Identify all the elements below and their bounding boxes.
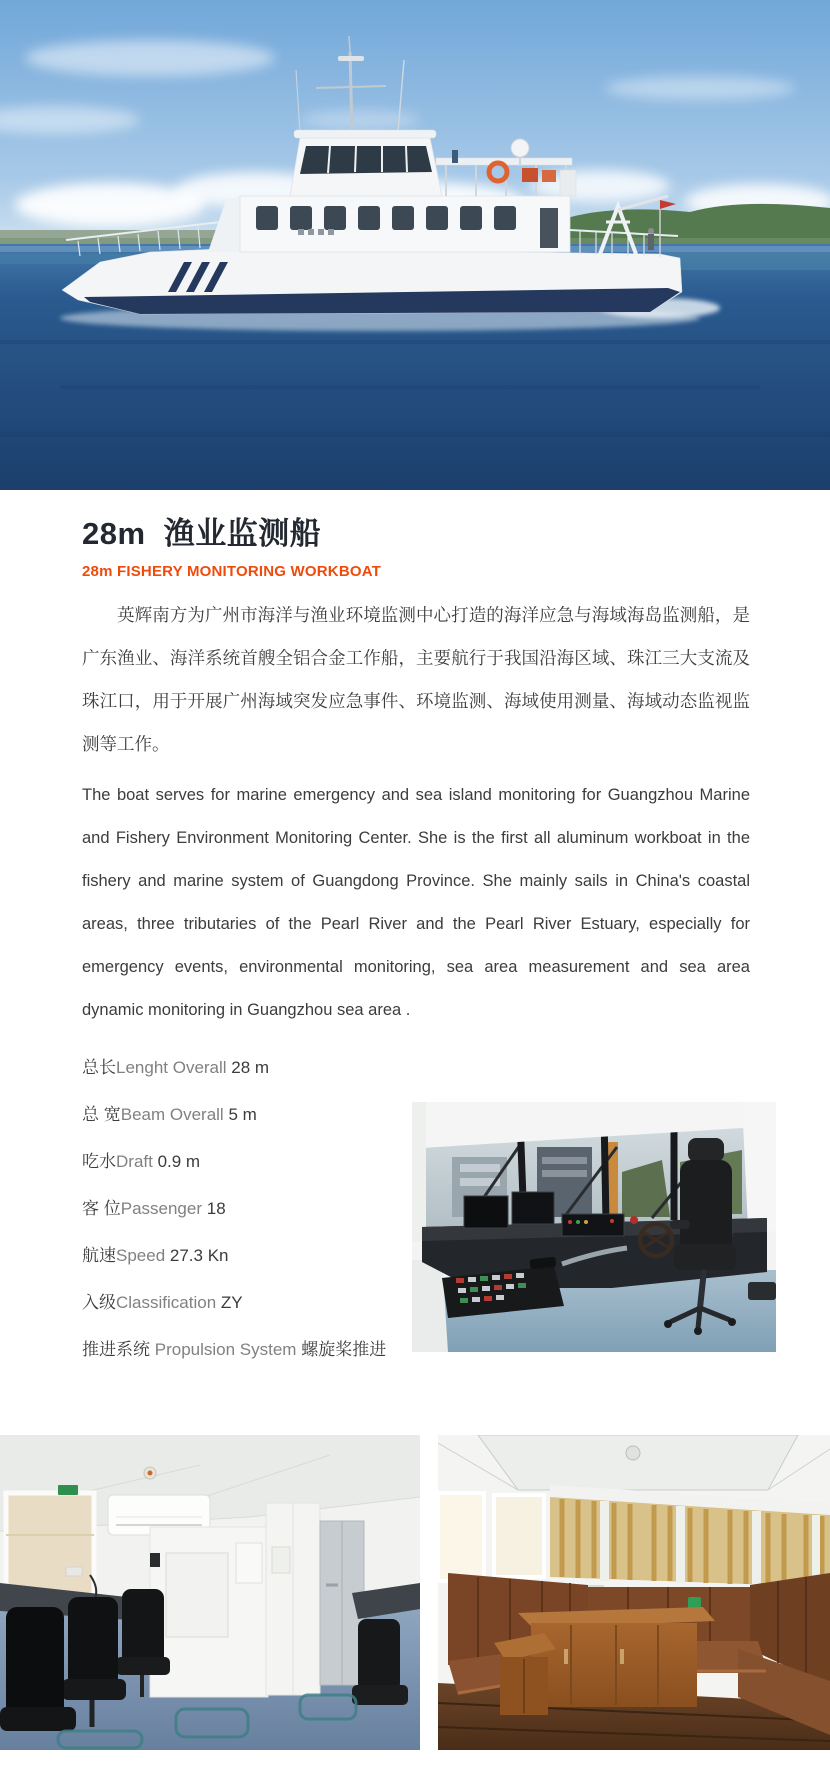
spec-label-en: Draft <box>116 1152 153 1171</box>
spec-list <box>82 1044 412 1373</box>
spec-row-propulsion <box>82 1326 412 1373</box>
cabin-photo <box>0 1435 420 1750</box>
spec-row-draft <box>82 1138 412 1185</box>
spec-label-cn: 总长 <box>82 1058 116 1077</box>
hero-boat-photo <box>0 0 830 490</box>
spec-value: 螺旋桨推进 <box>296 1340 387 1359</box>
spec-value: 28 m <box>226 1058 270 1077</box>
spec-label-en: Beam Overall <box>120 1105 224 1124</box>
spec-value: 18 <box>202 1199 226 1218</box>
spec-label-cn: 入级 <box>82 1293 116 1312</box>
spec-label-en: Classification <box>116 1293 217 1312</box>
spec-value: 0.9 m <box>152 1152 201 1171</box>
spec-label-en: Speed <box>116 1246 166 1265</box>
spec-label-en: Propulsion System <box>154 1340 297 1359</box>
page-title: 28m 渔业监测船 <box>82 516 322 551</box>
intro-paragraph-en: The boat serves for marine emergency and sea island monitoring for Guangzhou Marine and Fishery Environment Monitoring Center. She is the first all aluminum workboat in the fishery and marine system of Guangdong Province. She mainly sails in China's coastal areas, three tributaries of the Pearl River and the Pearl River Estuary, especially for emergency events, environmental monitoring, sea area measurement and sea area dynamic monitoring in Guangzhou sea area . <box>82 786 750 1019</box>
spec-row-classification <box>82 1279 412 1326</box>
cockpit-photo <box>412 1102 776 1352</box>
spec-value: 5 m <box>223 1105 257 1124</box>
article <box>0 512 830 1373</box>
spec-row-speed <box>82 1232 412 1279</box>
spec-value: 27.3 Kn <box>165 1246 229 1265</box>
specs-section <box>82 1044 750 1373</box>
spec-label-en: Lenght Overall <box>116 1058 227 1077</box>
spec-label-cn: 推进系统 <box>82 1340 155 1359</box>
spec-label-en: Passenger <box>120 1199 203 1218</box>
salon-photo <box>438 1435 830 1750</box>
spec-label-cn: 吃水 <box>82 1152 116 1171</box>
intro-paragraph-cn: 英辉南方为广州市海洋与渔业环境监测中心打造的海洋应急与海域海岛监测船，是广东渔业、海洋系统首艘全铝合金工作船，主要航行于我国沿海区域、珠江三大支流及珠江口，用于开展广州海域突发应急事件、环境监测、海域使用测量、海域动态监视监测等工作。 <box>82 605 750 754</box>
spec-row-passenger <box>82 1185 412 1232</box>
spec-label-cn: 客 位 <box>82 1199 121 1218</box>
spec-row-beam <box>82 1091 412 1138</box>
page-subtitle: 28m FISHERY MONITORING WORKBOAT <box>82 563 382 580</box>
spec-label-cn: 航速 <box>82 1246 116 1265</box>
spec-value: ZY <box>216 1293 243 1312</box>
interior-photos <box>0 1435 830 1750</box>
spec-row-length <box>82 1044 412 1091</box>
spec-label-cn: 总 宽 <box>82 1105 121 1124</box>
